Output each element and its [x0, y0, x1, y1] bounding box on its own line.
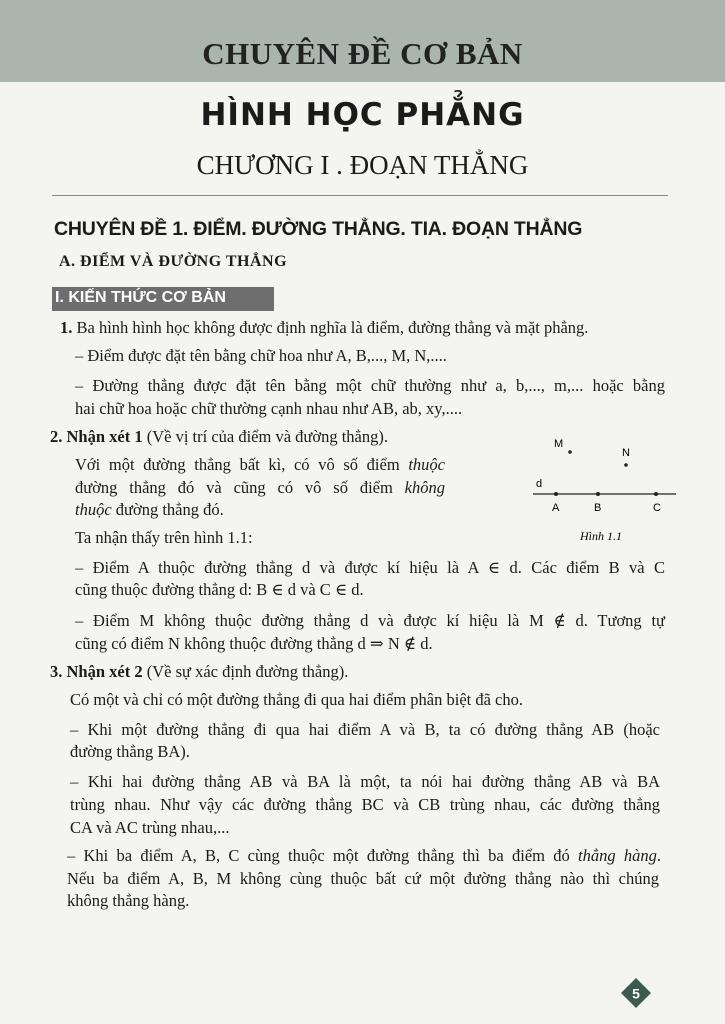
item2-para1-line2: đường thẳng đó và cũng có vô số điểm không [75, 478, 445, 497]
page-number-badge [620, 977, 652, 1009]
topic-title: CHUYÊN ĐỀ 1. ĐIỂM. ĐƯỜNG THẲNG. TIA. ĐOẠN THẲNG [54, 218, 583, 240]
figure-1-1 [528, 430, 678, 545]
item2-bullet1-cont: cũng thuộc đường thẳng d: B ∈ d và C ∈ d. [75, 580, 364, 599]
item2-bullet2: – Điểm M không thuộc đường thẳng d và được kí hiệu là M ∉ d. Tương tự [75, 611, 665, 630]
point-N [624, 463, 628, 467]
item2-bullet2-cont: cũng có điểm N không thuộc đường thẳng d ⇒ N ∉ d. [75, 634, 433, 653]
item3-bullet2: – Khi hai đường thẳng AB và BA là một, ta nói hai đường thẳng AB và BA [70, 772, 660, 791]
header-divider [52, 195, 668, 196]
point-B [596, 492, 600, 496]
item3-para1: Có một và chỉ có một đường thẳng đi qua hai điểm phân biệt đã cho. [70, 690, 523, 709]
section-badge-label: I. KIẾN THỨC CƠ BẢN [55, 289, 226, 306]
band-title: CHUYÊN ĐỀ CƠ BẢN [202, 36, 523, 71]
point-M [568, 450, 572, 454]
label-d: d [536, 478, 543, 490]
section-a-heading: A. ĐIỂM VÀ ĐƯỜNG THẲNG [59, 253, 288, 270]
item1-bullet1: – Điểm được đặt tên bằng chữ hoa như A, B,..., M, N,.... [75, 346, 447, 365]
item3-bullet2-cont2: CA và AC trùng nhau,... [70, 818, 230, 837]
label-N: N [622, 447, 630, 459]
item3-bullet3-cont1: Nếu ba điểm A, B, M không cùng thuộc bất cứ một đường thẳng nào thì chúng [67, 869, 659, 888]
chapter-title: CHƯƠNG I . ĐOẠN THẲNG [196, 150, 529, 180]
label-M: M [554, 438, 564, 450]
item3-bullet1-cont: đường thẳng BA). [70, 742, 190, 761]
item2-bullet1: – Điểm A thuộc đường thẳng d và được kí hiệu là A ∈ d. Các điểm B và C [75, 558, 665, 577]
item3-heading: 3. Nhận xét 2 (Về sự xác định đường thẳng). [50, 662, 349, 681]
item2-para2: Ta nhận thấy trên hình 1.1: [75, 528, 253, 547]
item1-bullet2: – Đường thẳng được đặt tên bằng một chữ thường như a, b,..., m,... hoặc bằng [75, 376, 665, 395]
figure-caption: Hình 1.1 [580, 529, 622, 543]
item1-bullet2-cont: hai chữ hoa hoặc chữ thường cạnh nhau như AB, ab, xy,.... [75, 399, 463, 418]
label-A: A [552, 502, 560, 514]
item2-para1-line3: thuộc đường thẳng đó. [75, 500, 224, 519]
item3-bullet3: – Khi ba điểm A, B, C cùng thuộc một đường thẳng thì ba điểm đó thẳng hàng. [67, 846, 661, 865]
item3-bullet2-cont1: trùng nhau. Như vậy các đường thẳng BC và CB trùng nhau, các đường thẳng [70, 795, 660, 814]
point-C [654, 492, 658, 496]
page-number: 5 [632, 985, 640, 1002]
item2-para1-line1: Với một đường thẳng bất kì, có vô số điểm thuộc [75, 455, 445, 474]
point-A [554, 492, 558, 496]
item2-heading: 2. Nhận xét 1 (Về vị trí của điểm và đường thẳng). [50, 427, 388, 446]
item3-bullet3-cont2: không thẳng hàng. [67, 891, 190, 910]
header-band [0, 0, 725, 82]
section-badge [52, 287, 274, 311]
label-B: B [594, 502, 602, 514]
item1-line: 1. Ba hình hình học không được định nghĩa là điểm, đường thẳng và mặt phẳng. [60, 318, 589, 337]
label-C: C [653, 502, 661, 514]
subject-title: HÌNH HỌC PHẲNG [200, 97, 525, 133]
item3-bullet1: – Khi một đường thẳng đi qua hai điểm A và B, ta có đường thẳng AB (hoặc [70, 720, 660, 739]
